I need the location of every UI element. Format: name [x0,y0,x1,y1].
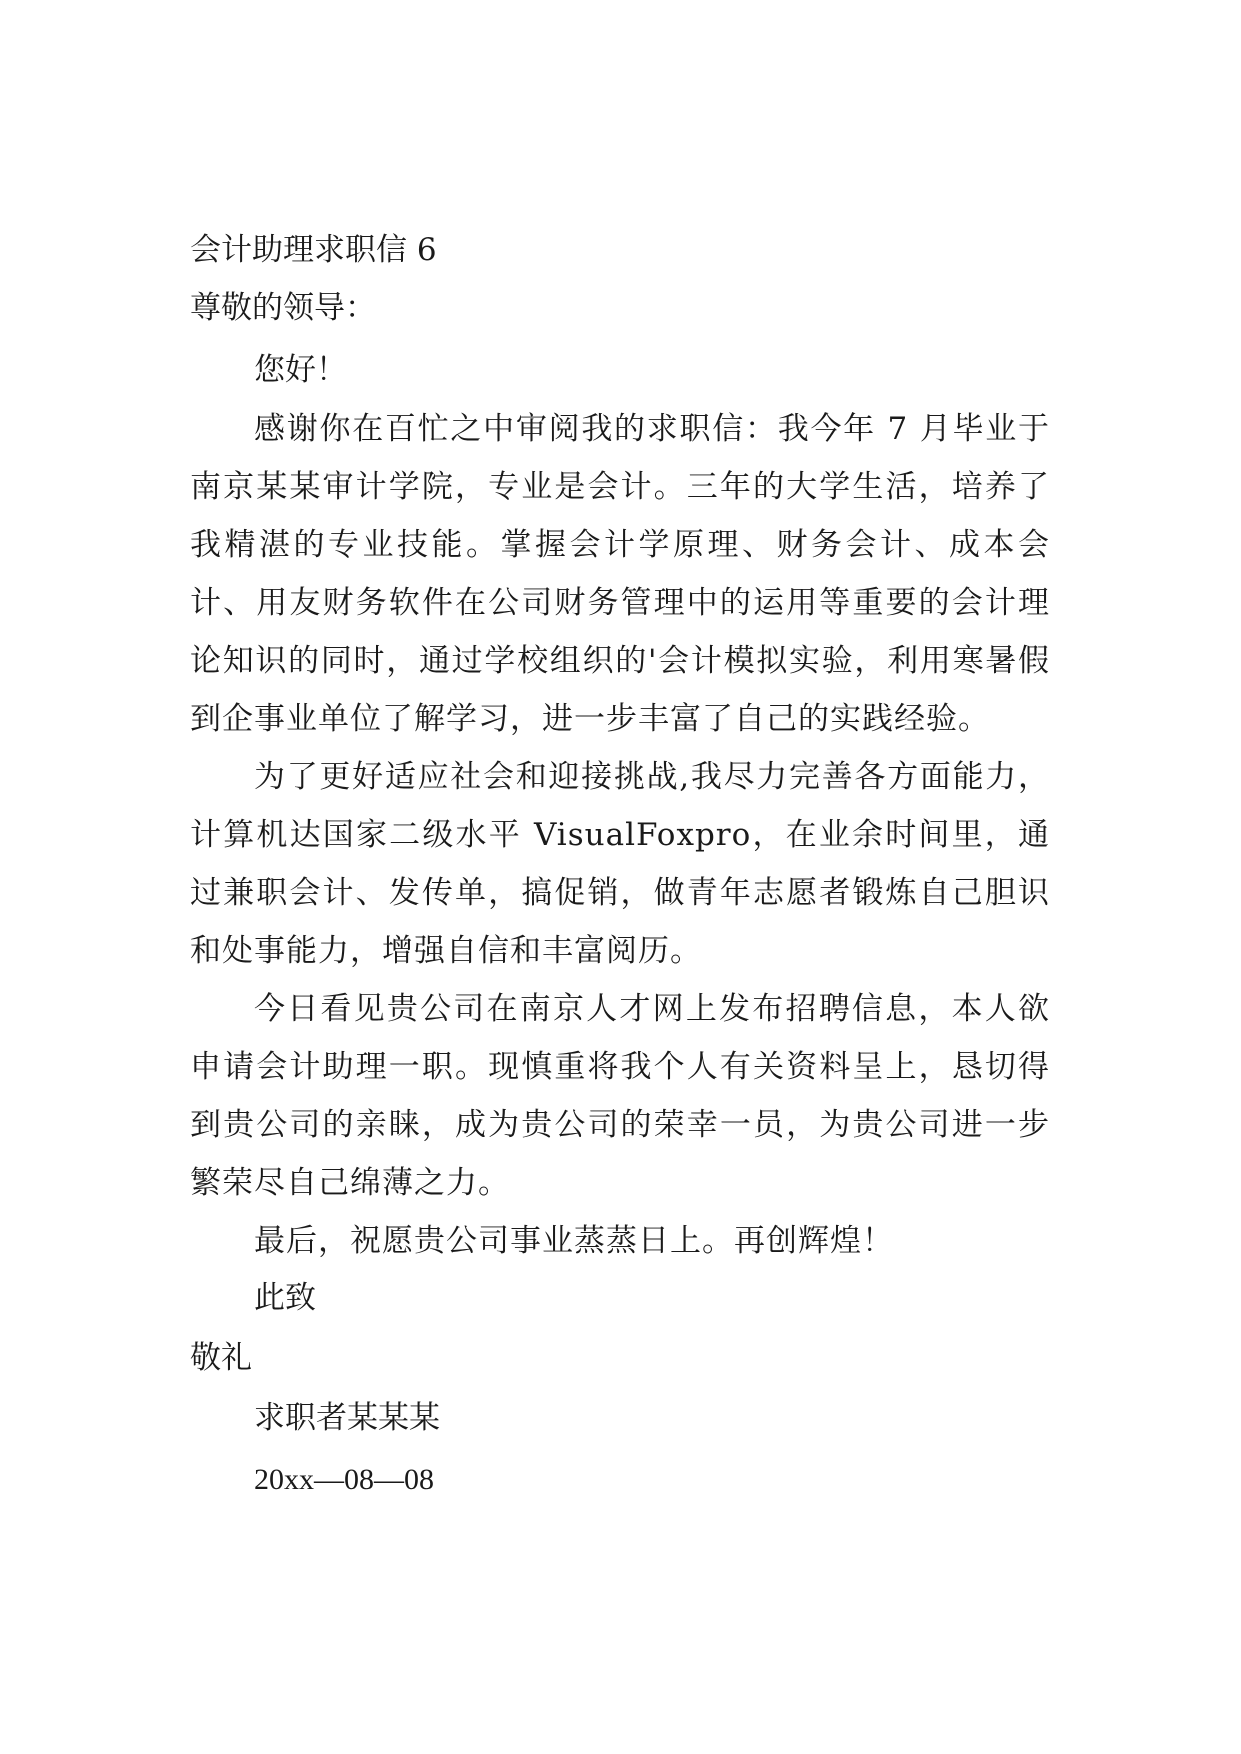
letter-paragraph: 今日看见贵公司在南京人才网上发布招聘信息，本人欲申请会计助理一职。现慎重将我个人有关资料呈上，恳切得到贵公司的亲睐，成为贵公司的荣幸一员，为贵公司进一步繁荣尽自己绵薄之力。 [190,991,1050,1201]
letter-body [190,222,1050,1508]
letter-salutation: 尊敬的领导： [190,290,376,326]
letter-paragraph: 最后，祝愿贵公司事业蒸蒸日上。再创辉煌！ [254,1223,894,1259]
signature: 求职者某某某 [254,1400,440,1436]
closing-line-1: 此致 [254,1280,316,1316]
letter-paragraph: 为了更好适应社会和迎接挑战,我尽力完善各方面能力，计算机达国家二级水平 VisualFoxpro，在业余时间里，通过兼职会计、发传单，搞促销，做青年志愿者锻炼自己胆识和处事能力，增强自信和丰富阅历。 [190,759,1050,969]
letter-date: 20xx—08—08 [254,1463,434,1496]
closing-line-2: 敬礼 [190,1340,252,1376]
letter-paragraph: 感谢你在百忙之中审阅我的求职信：我今年 7 月毕业于南京某某审计学院，专业是会计。三年的大学生活，培养了我精湛的专业技能。掌握会计学原理、财务会计、成本会计、用友财务软件在公司财务管理中的运用等重要的会计理论知识的同时，通过学校组织的'会计模拟实验，利用寒暑假到企事业单位了解学习，进一步丰富了自己的实践经验。 [190,411,1050,737]
letter-greeting: 您好！ [254,352,347,388]
letter-title: 会计助理求职信 6 [190,232,437,268]
